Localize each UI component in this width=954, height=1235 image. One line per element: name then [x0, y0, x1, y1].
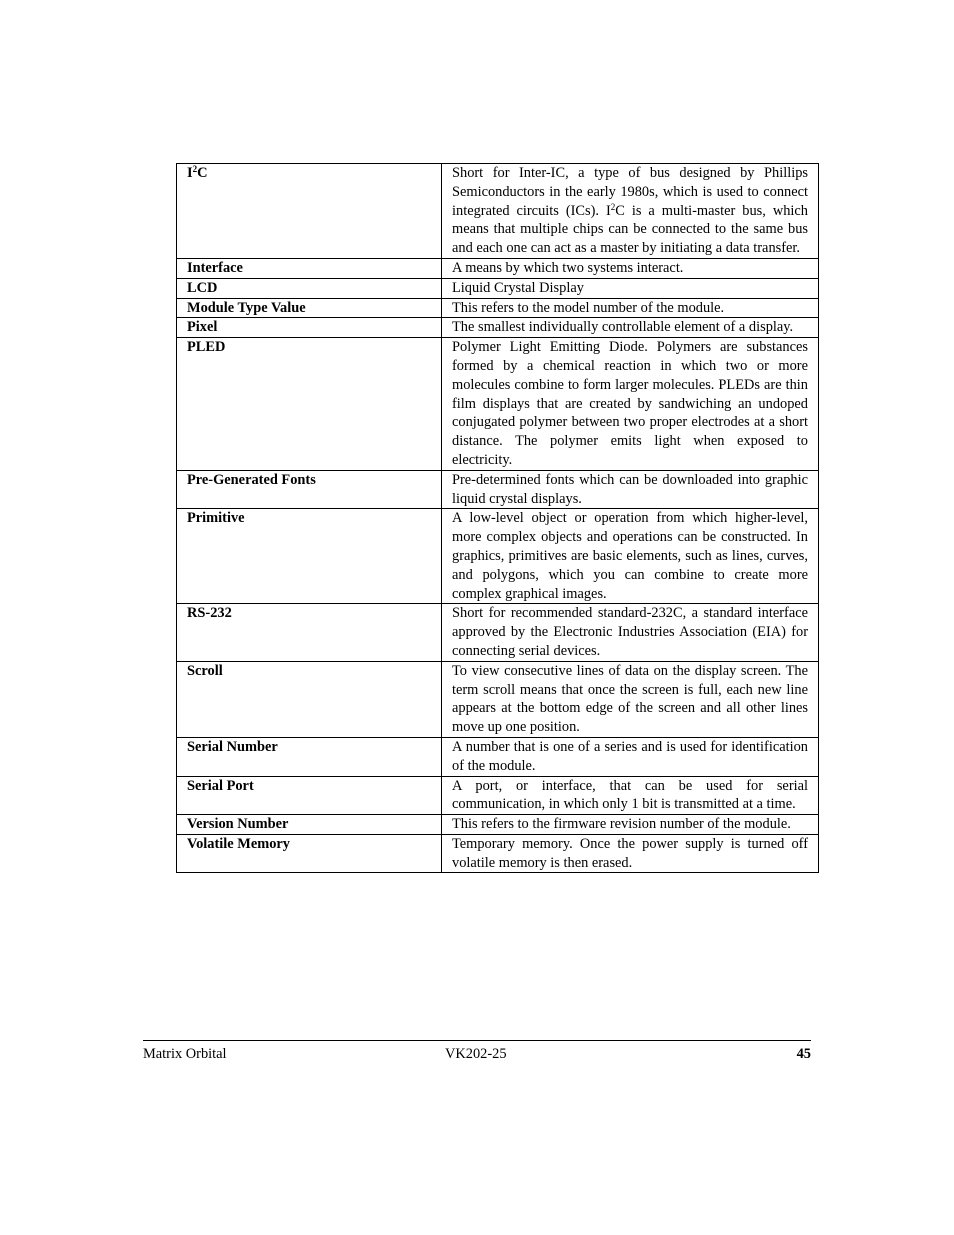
glossary-table [176, 163, 819, 873]
footer-divider [143, 1040, 811, 1041]
definition-text: Short for Inter-IC, a type of bus designed by Phillips Semiconductors in the early 1980s, which is used to connect integrated circuits (ICs). I [452, 165, 808, 219]
glossary-definition: The smallest individually controllable element of a display. [442, 318, 819, 338]
table-row [177, 509, 819, 604]
table-row [177, 258, 819, 278]
glossary-definition: Liquid Crystal Display [442, 278, 819, 298]
glossary-definition: A number that is one of a series and is used for identification of the module. [442, 737, 819, 776]
glossary-term: Module Type Value [177, 298, 442, 318]
table-row [177, 470, 819, 509]
glossary-term [177, 164, 442, 259]
glossary-definition: Pre-determined fonts which can be downloaded into graphic liquid crystal displays. [442, 470, 819, 509]
glossary-term: RS-232 [177, 604, 442, 661]
glossary-term: Pre-Generated Fonts [177, 470, 442, 509]
superscript: 2 [192, 164, 198, 174]
glossary-definition: Short for recommended standard-232C, a standard interface approved by the Electronic Industries Association (EIA) for connecting serial devices. [442, 604, 819, 661]
table-row [177, 737, 819, 776]
table-row [177, 338, 819, 471]
glossary-term: Interface [177, 258, 442, 278]
glossary-definition: A port, or interface, that can be used for serial communication, in which only 1 bit is transmitted at a time. [442, 776, 819, 815]
table-row [177, 278, 819, 298]
table-row [177, 318, 819, 338]
term-text: C [197, 165, 208, 181]
glossary-term: Serial Number [177, 737, 442, 776]
footer-model: VK202-25 [445, 1046, 507, 1062]
superscript: 2 [610, 201, 616, 212]
glossary-term: LCD [177, 278, 442, 298]
footer-company: Matrix Orbital [143, 1046, 227, 1062]
table-row [177, 776, 819, 815]
glossary-term: Serial Port [177, 776, 442, 815]
glossary-definition: This refers to the firmware revision number of the module. [442, 815, 819, 835]
glossary-term: Volatile Memory [177, 834, 442, 873]
table-row [177, 164, 819, 259]
glossary-term: Version Number [177, 815, 442, 835]
glossary-term: Pixel [177, 318, 442, 338]
glossary-definition: Temporary memory. Once the power supply is turned off volatile memory is then erased. [442, 834, 819, 873]
definition-text: C is a multi-master bus, which means that multiple chips can be connected to the same bus and each one can act as a master by initiating a data transfer. [452, 202, 808, 257]
glossary-definition: This refers to the model number of the module. [442, 298, 819, 318]
glossary-definition [442, 164, 819, 259]
glossary-definition: Polymer Light Emitting Diode. Polymers are substances formed by a chemical reaction in which two or more molecules combine to form larger molecules. PLEDs are thin film displays that are created by sandwiching an undoped conjugated polymer between two proper electrodes at a short distance. The polymer emits light when exposed to electricity. [442, 338, 819, 471]
table-row [177, 604, 819, 661]
table-row [177, 815, 819, 835]
glossary-definition: To view consecutive lines of data on the display screen. The term scroll means that once the screen is full, each new line appears at the bottom edge of the screen and all other lines move up one position. [442, 661, 819, 737]
glossary-term: PLED [177, 338, 442, 471]
term-text: I [187, 165, 193, 181]
glossary-definition: A means by which two systems interact. [442, 258, 819, 278]
table-row [177, 298, 819, 318]
glossary-term: Primitive [177, 509, 442, 604]
table-row [177, 661, 819, 737]
table-row [177, 834, 819, 873]
glossary-definition: A low-level object or operation from which higher-level, more complex objects and operations can be constructed. In graphics, primitives are basic elements, such as lines, curves, and polygons, which you can combine to create more complex graphical images. [442, 509, 819, 604]
page-number: 45 [796, 1046, 811, 1062]
glossary-term: Scroll [177, 661, 442, 737]
